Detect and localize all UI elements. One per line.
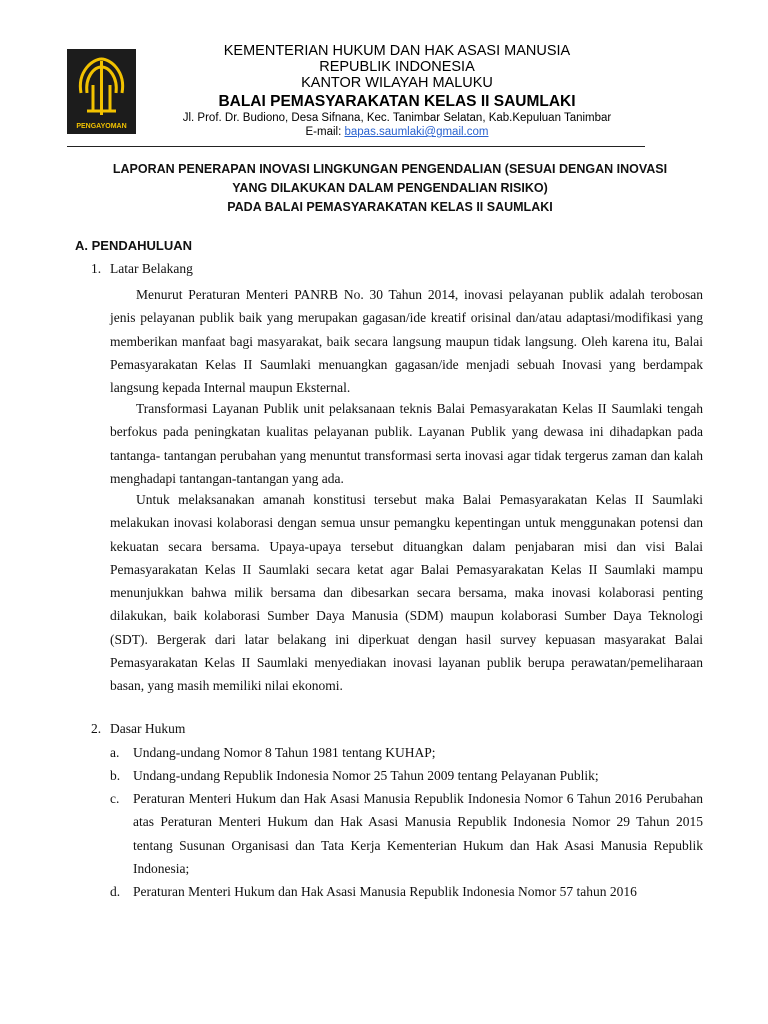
law-letter: c. [110, 791, 120, 806]
section-heading-a: A. PENDAHULUAN [75, 238, 192, 253]
subsection-1-label: Latar Belakang [110, 261, 193, 276]
law-text: Peraturan Menteri Hukum dan Hak Asasi Manusia Republik Indonesia Nomor 6 Tahun 2016 Perubahan atas Peraturan Menteri Hukum dan Hak Asasi Manusia Republik Indonesia Nomor 29 Tahun 2015 tentang Susunan Organisasi dan Tata Kerja Kementerian Hukum dan Hak Asasi Manusia Republik Indonesia; [133, 791, 703, 876]
email-link[interactable]: bapas.saumlaki@gmail.com [344, 126, 489, 138]
law-text: Peraturan Menteri Hukum dan Hak Asasi Manusia Republik Indonesia Nomor 57 tahun 2016 [133, 884, 637, 899]
law-letter: b. [110, 768, 121, 783]
title-line-1: LAPORAN PENERAPAN INOVASI LINGKUNGAN PENGENDALIAN (SESUAI DENGAN INOVASI [112, 162, 668, 176]
office-name: KANTOR WILAYAH MALUKU [301, 75, 493, 91]
law-text: Undang-undang Nomor 8 Tahun 1981 tentang KUHAP; [133, 745, 436, 760]
paragraph-3: Untuk melaksanakan amanah konstitusi tersebut maka Balai Pemasyarakatan Kelas II Saumlaki melakukan inovasi kolaborasi dengan semua unsur pemangku kepentingan untuk menggunakan potensi dan kekuatan secara bersama. Upaya-upaya tersebut dituangkan dalam penjabaran misi dan visi Balai Pemasyarakatan Kelas II Saumlaki secara ketat agar Balai Pemasyarakatan Kelas II Saumlaki mampu menunjukkan bahwa milik bersama dan dibesarkan secara bersama, maka inovasi kolaborasi penting dilakukan, baik kolaborasi Sumber Daya Manusia (SDM) maupun kolaborasi Sumber Daya Teknologi (SDT). Bergerak dari latar belakang ini diperkuat dengan hasil survey kepuasan masyarakat Balai Pemasyarakatan Kelas II Saumlaki menyediakan inovasi layanan publik berupa perawatan/pemeliharaan basan, yang masih memiliki nilai ekonomi. [110, 492, 703, 694]
subsection-2 [91, 721, 185, 737]
letterhead-divider [67, 146, 645, 147]
title-line-2: YANG DILAKUKAN DALAM PENGENDALIAN RISIKO) [232, 181, 548, 195]
law-item [110, 880, 703, 903]
law-text: Undang-undang Republik Indonesia Nomor 25 Tahun 2009 tentang Pelayanan Publik; [133, 768, 599, 783]
country-name: REPUBLIK INDONESIA [319, 59, 475, 75]
address: Jl. Prof. Dr. Budiono, Desa Sifnana, Kec. Tanimbar Selatan, Kab.Kepuluan Tanimbar [182, 112, 612, 124]
paragraph-1: Menurut Peraturan Menteri PANRB No. 30 Tahun 2014, inovasi pelayanan publik adalah terobosan jenis pelayanan publik baik yang merupakan gagasan/ide kreatif orisinal dan/atau adaptasi/modifikasi yang memberikan manfaat bagi masyarakat, baik secara langsung maupun tidak langsung. Oleh karena itu, Balai Pemasyarakatan Kelas II Saumlaki menuangkan gagasan/ide menjadi sebuah Inovasi yang berdampak langsung kepada Internal maupun Eksternal. [110, 287, 703, 396]
email-line [150, 125, 644, 139]
institution-name: BALAI PEMASYARAKATAN KELAS II SAUMLAKI [218, 93, 576, 110]
paragraph-2: Transformasi Layanan Publik unit pelaksanaan teknis Balai Pemasyarakatan Kelas II Saumlaki tengah berfokus pada peningkatan kualitas pelayanan publik. Layanan Publik yang dewasa ini dihadapkan pada tantanga- tantangan perubahan yang menuntut transformasi serta inovasi agar tidak tergerus zaman dan kalah menghadapi tantangan-tantangan yang ada. [110, 401, 703, 486]
ministry-name: KEMENTERIAN HUKUM DAN HAK ASASI MANUSIA [223, 43, 571, 59]
law-item [110, 764, 703, 787]
law-letter: a. [110, 745, 120, 760]
law-letter: d. [110, 884, 121, 899]
letterhead [150, 43, 644, 139]
subsection-2-number: 2. [91, 721, 102, 736]
subsection-1 [91, 261, 193, 277]
pengayoman-logo [67, 49, 136, 134]
logo-text: PENGAYOMAN [76, 123, 127, 130]
report-title [66, 160, 714, 217]
subsection-2-label: Dasar Hukum [110, 721, 186, 736]
title-line-3: PADA BALAI PEMASYARAKATAN KELAS II SAUMLAKI [227, 200, 553, 214]
law-item [110, 741, 703, 764]
law-item [110, 787, 703, 880]
subsection-1-number: 1. [91, 261, 102, 276]
email-label: E-mail: [305, 126, 345, 138]
